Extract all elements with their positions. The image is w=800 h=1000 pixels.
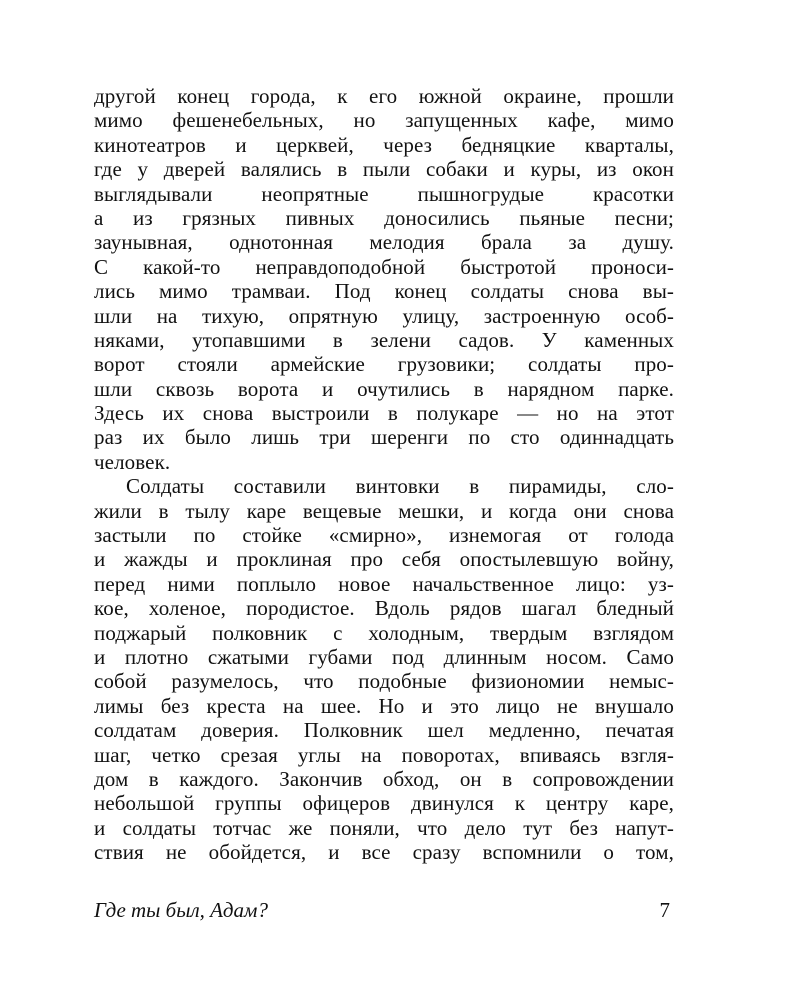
text-line: Солдаты составили винтовки в пирамиды, сло-: [126, 474, 674, 499]
text-line: няками, утопавшими в зелени садов. У каменных: [94, 327, 674, 352]
paragraph-1: [94, 84, 674, 474]
text-line: солдатам доверия. Полковник шел медленно, печатая: [94, 718, 674, 743]
text-line: С какой-то неправдоподобной быстротой проноси-: [94, 254, 674, 279]
text-line: и солдаты тотчас же поняли, что дело тут без напут-: [94, 815, 674, 840]
text-line: где у дверей валялись в пыли собаки и куры, из окон: [94, 157, 674, 182]
running-title: Где ты был, Адам?: [94, 898, 268, 922]
text-line: раз их было лишь три шеренги по сто одиннадцать: [94, 425, 674, 450]
text-line: перед ними поплыло новое начальственное лицо: уз-: [94, 571, 674, 596]
text-line: и плотно сжатыми губами под длинным носом. Само: [94, 644, 674, 669]
text-line: лимы без креста на шее. Но и это лицо не внушало: [94, 693, 674, 718]
text-line: поджарый полковник с холодным, твердым взглядом: [94, 620, 674, 645]
page-number: 7: [659, 898, 670, 922]
page-footer: [94, 897, 674, 923]
text-line: шли на тихую, опрятную улицу, застроенную особ-: [94, 303, 674, 328]
text-line: человек.: [94, 449, 171, 474]
body-text: [94, 84, 674, 865]
text-line: ворот стояли армейские грузовики; солдаты про-: [94, 352, 674, 377]
text-line: застыли по стойке «смирно», изнемогая от голода: [94, 523, 674, 548]
text-line: лись мимо трамваи. Под конец солдаты снова вы-: [94, 279, 674, 304]
text-line: кое, холеное, породистое. Вдоль рядов шагал бледный: [94, 596, 674, 621]
text-line: шаг, четко срезая углы на поворотах, впиваясь взгля-: [94, 742, 674, 767]
text-line: шли сквозь ворота и очутились в нарядном парке.: [94, 376, 674, 401]
text-line: другой конец города, к его южной окраине, прошли: [94, 84, 674, 108]
text-line: небольшой группы офицеров двинулся к центру каре,: [94, 791, 674, 816]
text-line: Здесь их снова выстроили в полукаре — но на этот: [94, 401, 674, 426]
text-line: мимо фешенебельных, но запущенных кафе, мимо: [94, 108, 674, 133]
text-line: выглядывали неопрятные пышногрудые красотки: [94, 181, 674, 206]
text-line: дом в каждого. Закончив обход, он в сопровождении: [94, 766, 674, 791]
text-line: и жажды и проклиная про себя опостылевшую войну,: [94, 547, 674, 572]
text-line: ствия не обойдется, и все сразу вспомнили о том,: [94, 840, 674, 865]
text-line: собой разумелось, что подобные физиономии немыс-: [94, 669, 674, 694]
text-line: заунывная, однотонная мелодия брала за душу.: [94, 230, 674, 255]
text-line: кинотеатров и церквей, через бедняцкие кварталы,: [94, 132, 674, 157]
text-line: а из грязных пивных доносились пьяные песни;: [94, 205, 674, 230]
text-line: жили в тылу каре вещевые мешки, и когда они снова: [94, 498, 674, 523]
paragraph-2: [94, 474, 674, 864]
